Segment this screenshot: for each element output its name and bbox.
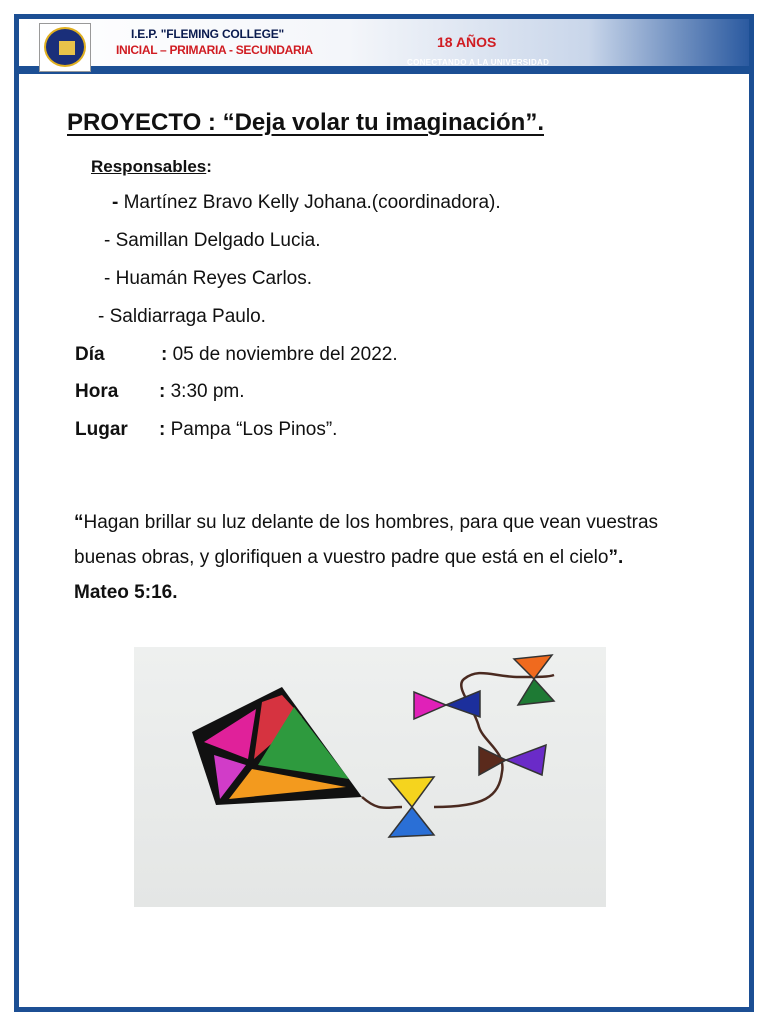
kite-drawing-image (134, 647, 606, 907)
bow-purple (506, 745, 546, 775)
banner-stripe (19, 66, 749, 74)
member-item (112, 192, 501, 214)
member-name: Samillan Delgado Lucia. (115, 230, 321, 251)
time-label: Hora (75, 381, 119, 402)
responsables-colon: : (206, 157, 212, 176)
bow-green (518, 679, 554, 705)
school-crest-icon (44, 27, 86, 67)
kite-illustration (134, 647, 606, 907)
day-value: 05 de noviembre del 2022. (167, 344, 398, 365)
quote-open-mark: “ (74, 512, 84, 533)
bow-magenta (414, 692, 446, 719)
event-place (75, 419, 337, 441)
school-levels: INICIAL – PRIMARIA - SECUNDARIA (116, 43, 313, 57)
member-item (104, 268, 312, 290)
school-motto: CONECTANDO A LA UNIVERSIDAD (407, 58, 550, 67)
time-separator: : (159, 381, 166, 402)
kite-string (362, 797, 402, 808)
school-name: I.E.P. "FLEMING COLLEGE" (131, 27, 285, 41)
member-dash: - (112, 192, 124, 213)
anniversary-label: 18 AÑOS (437, 34, 497, 50)
place-value: Pampa “Los Pinos”. (165, 419, 338, 440)
member-name: Saldiarraga Paulo. (109, 306, 266, 327)
crest-shield-icon (59, 41, 75, 55)
member-name: Martínez Bravo Kelly Johana.(coordinadora). (123, 192, 501, 213)
project-title: PROYECTO : “Deja volar tu imaginación”. (67, 109, 544, 136)
member-item (104, 230, 321, 252)
place-separator: : (159, 419, 166, 440)
school-logo (39, 23, 91, 72)
day-separator: : (161, 344, 168, 365)
day-label: Día (75, 344, 105, 365)
responsables-label: Responsables (91, 157, 207, 176)
member-dash: - (98, 306, 110, 327)
responsables-heading (91, 157, 212, 177)
school-header-banner (19, 19, 749, 74)
bow-blue (389, 807, 434, 837)
bow-yellow (389, 777, 434, 807)
time-value: 3:30 pm. (165, 381, 245, 402)
quote-text: Hagan brillar su luz delante de los hombres, para que vean vuestras buenas obras, y glorifiquen a vuestro padre que está en el cielo (74, 512, 659, 568)
bible-quote (74, 505, 674, 610)
quote-citation: ”. Mateo 5:16. (74, 547, 624, 603)
place-label: Lugar (75, 419, 128, 440)
event-day (75, 344, 398, 366)
member-dash: - (104, 268, 116, 289)
member-dash: - (104, 230, 116, 251)
member-item (98, 306, 266, 328)
member-name: Huamán Reyes Carlos. (115, 268, 313, 289)
event-time (75, 381, 245, 403)
